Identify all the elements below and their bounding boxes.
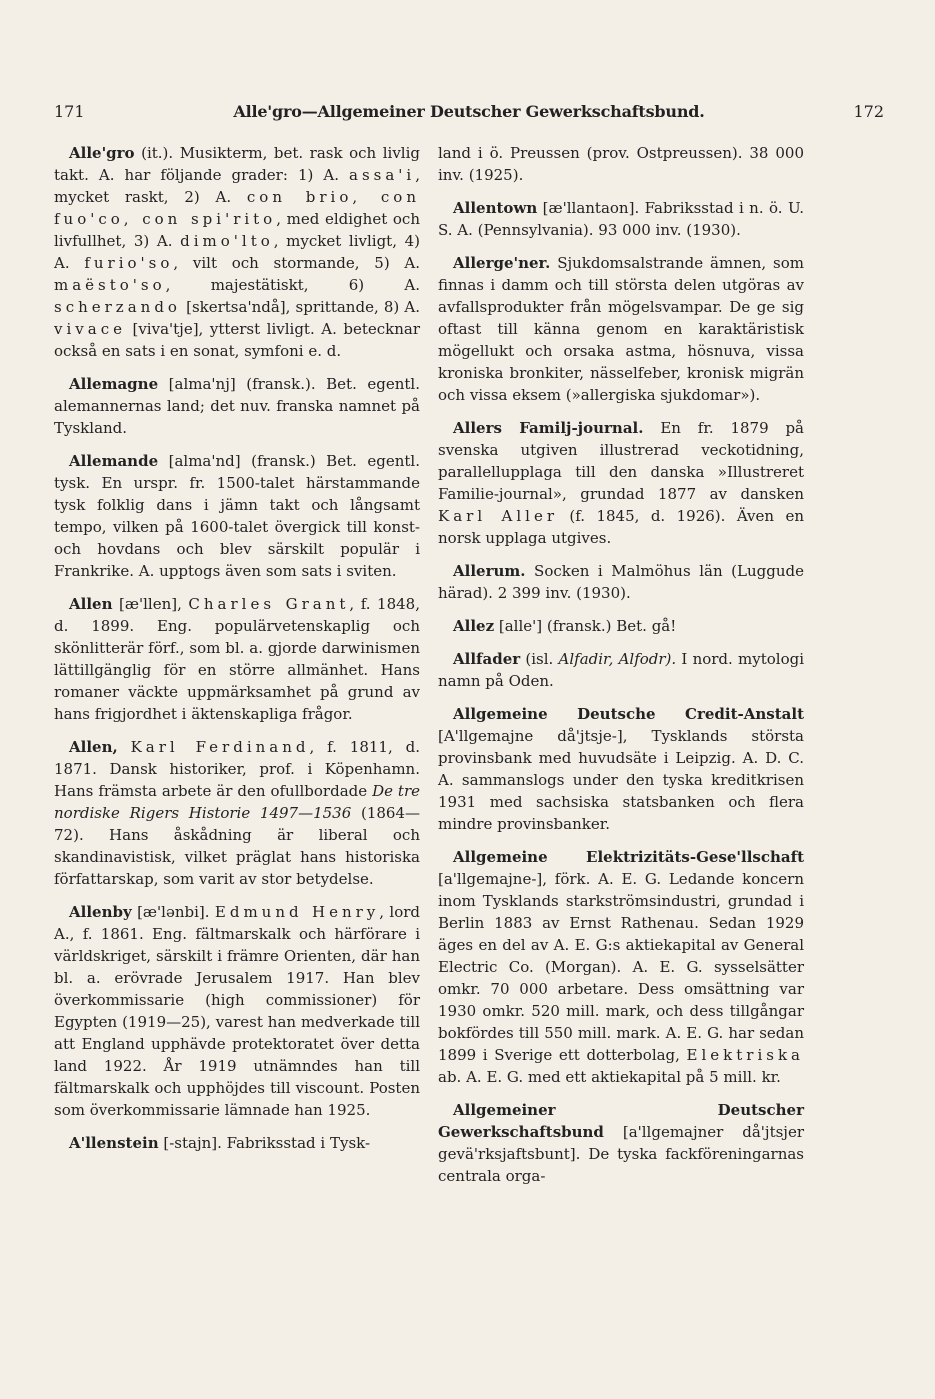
entry-headword: Allgemeine Elektrizitäts-Gese'llschaft: [453, 848, 804, 866]
entry-text: Karl Ferdinand: [130, 738, 310, 756]
entry-headword: Allers Familj-journal.: [453, 419, 644, 437]
entry-text: land i ö. Preussen (prov. Ostpreussen). 38 000 inv. (1925).: [438, 144, 804, 184]
entry-headword: Allerge'ner.: [453, 254, 551, 272]
entry-text: maësto'so: [54, 276, 166, 294]
entry-text: I nord. mytologi namn på Oden.: [438, 650, 805, 690]
dictionary-entry: [54, 450, 420, 582]
entry-headword: Allez: [453, 617, 495, 635]
entry-text: Karl Aller: [438, 507, 559, 525]
entry-text: [-stajn]. Fabriksstad i Tysk-: [158, 1134, 371, 1152]
entry-text: , mycket raskt, 2) A.: [54, 166, 420, 206]
entry-text: , med eldighet och livfullhet, 3) A.: [54, 210, 420, 250]
entry-text: [a'llgemajner då'jtsjer gevä'rksjaftsbunt]. De tyska fackföreningarnas centrala orga-: [438, 1123, 804, 1185]
dictionary-entry: [54, 373, 420, 439]
entry-text: [alma'nd] (fransk.) Bet. egentl. tysk. En urspr. fr. 1500-talet härstammande tysk folklig dans i jämn takt och långsamt tempo, vilken på 1600-talet övergick till konst- och hovdans och blev särskilt populär i Frankrike. A. upptogs även som sats i sviten.: [54, 452, 420, 580]
entry-headword: Allgemeiner Deutscher Gewerkschaftsbund: [438, 1101, 804, 1141]
dictionary-entry: [54, 1132, 420, 1154]
entry-headword: Alle'gro: [69, 144, 135, 162]
entry-text: scherzando: [54, 298, 181, 316]
entry-text: (f. 1845, d. 1926). Även en norsk upplaga utgives.: [438, 507, 804, 547]
entry-text: (it.). Musikterm, bet. rask och livlig takt. A. har följande grader: 1) A.: [54, 144, 420, 184]
entry-text: [a'llgemajne-], förk. A. E. G. Ledande koncern inom Tysklands starkströmsindustri, grundad i Berlin 1883 av Ernst Rathenau. Sedan 1929 äges en del av A. E. G:s aktiekapital av General Electric Co. (Morgan). A. E. G. sysselsätter omkr. 70 000 arbetare. Dess omsättning var 1930 omkr. 520 mill. mark, och dess tillgångar bokfördes till 550 mill. mark. A. E. G. har sedan 1899 i Sverige ett dotterbolag,: [438, 870, 804, 1064]
page-header: [54, 100, 884, 126]
entry-text: Sjukdomsalstrande ämnen, som finnas i damm och till största delen utgöras av avfallsprodukter från mögelsvampar. De ge sig oftast till känna genom en karaktäristisk mögellukt och orsaka astma, hösnuva, vissa kroniska bronkiter, nässelfeber, kronisk migrän och vissa eksem (»allergiska sjukdomar»).: [438, 254, 804, 404]
dictionary-entry: [54, 901, 420, 1121]
entry-text: [118, 738, 131, 756]
page-title: Alle'gro—Allgemeiner Deutscher Gewerkschaftsbund.: [233, 102, 705, 121]
entry-text: De tre nordiske Rigers Historie 1497—1536: [54, 782, 420, 822]
dictionary-entry: [438, 846, 804, 1088]
entry-headword: Allemande: [69, 452, 159, 470]
entry-headword: Allgemeine Deutsche Credit-Anstalt: [453, 705, 804, 723]
entry-text: [skertsa'ndå], sprittande, 8) A.: [180, 298, 420, 316]
entry-text: [æ'llantaon]. Fabriksstad i n. ö. U. S. A. (Pennsylvania). 93 000 inv. (1930).: [438, 199, 804, 239]
entry-text: Edmund Henry: [214, 903, 380, 921]
entry-text: [A'llgemajne då'jtsje-], Tysklands största provinsbank med huvudsäte i Leipzig. A. D. C. A. sammanslogs under den tyska kreditkrisen 1931 med sachsiska statsbanken och flera mindre provinsbanker.: [438, 727, 804, 833]
entry-text: (1864—72). Hans åskådning är liberal och skandinavistisk, vilket präglat hans historiska författarskap, som varit av stor betydelse.: [54, 804, 421, 888]
entry-text: furio'so: [84, 254, 174, 272]
dictionary-entry: [438, 197, 804, 241]
entry-text: , vilt och stormande, 5) A.: [173, 254, 420, 272]
dictionary-entry: [54, 593, 420, 725]
entry-headword: Allfader: [453, 650, 521, 668]
dictionary-entry: [54, 736, 420, 890]
entry-text: Alfadir, Alfodr).: [558, 650, 677, 668]
entry-text: , majestätiskt, 6) A.: [165, 276, 420, 294]
entry-text: , f. 1811, d. 1871. Dansk historiker, prof. i Köpenhamn. Hans främsta arbete är den ofullbordade: [54, 738, 420, 800]
entry-headword: Allemagne: [69, 375, 159, 393]
entry-text: vivace: [54, 320, 126, 338]
dictionary-entry: [438, 142, 804, 186]
entry-text: , f. 1848, d. 1899. Eng. populärvetenskaplig och skönlitterär förf., som bl. a. gjorde darwinismen lättillgänglig för en större allmänhet. Hans romaner väckte uppmärksamhet på grund av hans frigjordhet i äktenskapliga frågor.: [54, 595, 420, 723]
dictionary-entry: [54, 142, 420, 362]
dictionary-entry: [438, 417, 804, 549]
entry-text: , lord A., f. 1861. Eng. fältmarskalk och härförare i världskriget, särskilt i främre Orienten, där han bl. a. erövrade Jerusalem 1917. Han blev överkommissarie (high commissioner) för Egypten (1919—25), varest han medverkade till att England upphävde protektoratet över detta land 1922. År 1919 utnämndes han till fältmarskalk och upphöjdes till viscount. Posten som överkommissarie lämnade han 1925.: [54, 903, 420, 1119]
entry-text: dimo'lto: [180, 232, 274, 250]
entry-text: [æ'lənbi].: [131, 903, 215, 921]
entry-text: con brio, con fuo'co, con spi'rito: [54, 188, 420, 228]
entry-text: (isl.: [520, 650, 559, 668]
entry-text: Socken i Malmöhus län (Luggude härad). 2 399 inv. (1930).: [438, 562, 804, 602]
entry-headword: Allen,: [69, 738, 118, 756]
entry-headword: A'llenstein: [69, 1134, 159, 1152]
left-column: [54, 142, 420, 1165]
entry-headword: Allenby: [69, 903, 132, 921]
dictionary-entry: [438, 648, 804, 692]
entry-text: , mycket livligt, 4) A.: [54, 232, 420, 272]
entry-text: Charles Grant: [188, 595, 350, 613]
page-number-right: 172: [853, 102, 884, 121]
dictionary-entry: [438, 1099, 804, 1187]
dictionary-entry: [438, 560, 804, 604]
entry-text: En fr. 1879 på svenska utgiven illustrerad veckotidning, parallellupplaga till den danska »Illustreret Familie-journal», grundad 1877 av dansken: [438, 419, 805, 503]
entry-headword: Allerum.: [453, 562, 526, 580]
entry-text: [alma'nj] (fransk.). Bet. egentl. alemannernas land; det nuv. franska namnet på Tyskland.: [54, 375, 420, 437]
entry-text: [viva'tje], ytterst livligt. A. betecknar också en sats i en sonat, symfoni e. d.: [54, 320, 420, 360]
entry-text: Elektriska: [686, 1046, 804, 1064]
dictionary-entry: [438, 615, 804, 637]
dictionary-entry: [438, 252, 804, 406]
page-number-left: 171: [54, 102, 85, 121]
entry-headword: Allentown: [453, 199, 538, 217]
entry-text: assa'i: [349, 166, 416, 184]
entry-headword: Allen: [69, 595, 113, 613]
entry-text: [æ'llen],: [112, 595, 189, 613]
entry-text: ab. A. E. G. med ett aktiekapital på 5 mill. kr.: [438, 1068, 781, 1086]
entry-text: [alle'] (fransk.) Bet. gå!: [494, 617, 677, 635]
right-column: [438, 142, 804, 1198]
dictionary-entry: [438, 703, 804, 835]
